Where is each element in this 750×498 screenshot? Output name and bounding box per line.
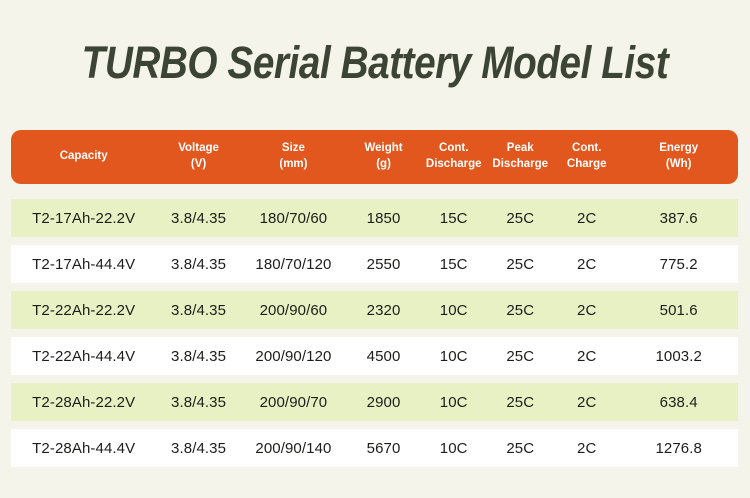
table-row [11,199,738,237]
table-cell-weight: 2550 [366,255,401,273]
column-header-peak-discharge [486,141,554,172]
table-cell-voltage: 3.8/4.35 [171,393,227,411]
table-cell-cont-discharge: 15C [439,255,468,273]
table-cell-peak-discharge: 25C [506,347,535,365]
table-cell-cont-discharge: 15C [439,209,468,227]
table-cell-size: 200/90/140 [255,439,332,457]
table-row [11,383,738,421]
table-cell-cont-discharge: 10C [439,439,468,457]
table-cell-cont-discharge: 10C [439,393,468,411]
column-header-label: Cont. [439,142,469,155]
column-header-energy [619,141,738,172]
table-cell-weight: 4500 [366,347,401,365]
table-cell-capacity: T2-17Ah-22.2V [32,209,136,227]
column-header-label: Capacity [59,150,108,163]
column-header-label: Energy [659,142,699,155]
column-header-cont-discharge [421,141,486,172]
table-cell-weight: 1850 [366,209,401,227]
table-cell-peak-discharge: 25C [506,255,535,273]
table-cell-size: 180/70/60 [259,209,328,227]
table-cell-weight: 2320 [366,301,401,319]
table-cell-energy: 501.6 [659,301,698,319]
table-cell-size: 200/90/60 [259,301,328,319]
table-cell-voltage: 3.8/4.35 [171,255,227,273]
table-cell-energy: 387.6 [659,209,698,227]
table-body [11,199,738,467]
page [0,37,750,498]
table-cell-capacity: T2-28Ah-44.4V [32,439,136,457]
table-cell-size: 200/90/120 [255,347,332,365]
table-cell-size: 200/90/70 [259,393,328,411]
column-header-label: Weight [364,142,403,155]
column-header-unit: (Wh) [665,158,692,170]
table-cell-size: 180/70/120 [255,255,332,273]
table-row [11,337,738,375]
table-cell-cont-charge: 2C [577,439,597,457]
column-header-label: Cont. [572,142,602,155]
table-cell-peak-discharge: 25C [506,209,535,227]
table-cell-weight: 5670 [366,439,401,457]
column-header-cont-charge [554,141,619,172]
table-cell-energy: 1276.8 [655,439,702,457]
column-header-unit: Discharge [425,158,482,170]
column-header-weight [346,141,421,172]
table-cell-cont-discharge: 10C [439,347,468,365]
table-cell-cont-charge: 2C [577,255,597,273]
table-cell-cont-charge: 2C [577,301,597,319]
table-cell-cont-charge: 2C [577,393,597,411]
table-cell-voltage: 3.8/4.35 [171,301,227,319]
column-header-label: Voltage [178,142,219,155]
table-cell-capacity: T2-17Ah-44.4V [32,255,136,273]
table-header-row [11,130,738,184]
table-row [11,245,738,283]
column-header-unit: (g) [376,158,391,170]
column-header-unit: (V) [190,158,207,170]
table-cell-voltage: 3.8/4.35 [171,347,227,365]
table-cell-voltage: 3.8/4.35 [171,439,227,457]
column-header-label: Peak [506,142,534,155]
column-header-label: Size [281,142,305,155]
table-cell-energy: 638.4 [659,393,698,411]
table-cell-energy: 1003.2 [655,347,702,365]
table-row [11,291,738,329]
table-cell-capacity: T2-28Ah-22.2V [32,393,136,411]
column-header-unit: Charge [566,158,607,170]
table-cell-weight: 2900 [366,393,401,411]
table-cell-voltage: 3.8/4.35 [171,209,227,227]
column-header-voltage [156,141,240,172]
table-cell-cont-charge: 2C [577,347,597,365]
table-cell-peak-discharge: 25C [506,393,535,411]
column-header-unit: Discharge [492,158,549,170]
table-cell-capacity: T2-22Ah-44.4V [32,347,136,365]
page-title: TURBO Serial Battery Model List [81,37,669,88]
table-row [11,429,738,467]
table-cell-energy: 775.2 [659,255,698,273]
column-header-size [241,141,346,172]
table-cell-peak-discharge: 25C [506,301,535,319]
table-cell-cont-discharge: 10C [439,301,468,319]
column-header-capacity [11,149,156,165]
battery-model-table [11,130,738,467]
column-header-unit: (mm) [279,158,308,170]
table-cell-capacity: T2-22Ah-22.2V [32,301,136,319]
table-cell-peak-discharge: 25C [506,439,535,457]
table-cell-cont-charge: 2C [577,209,597,227]
